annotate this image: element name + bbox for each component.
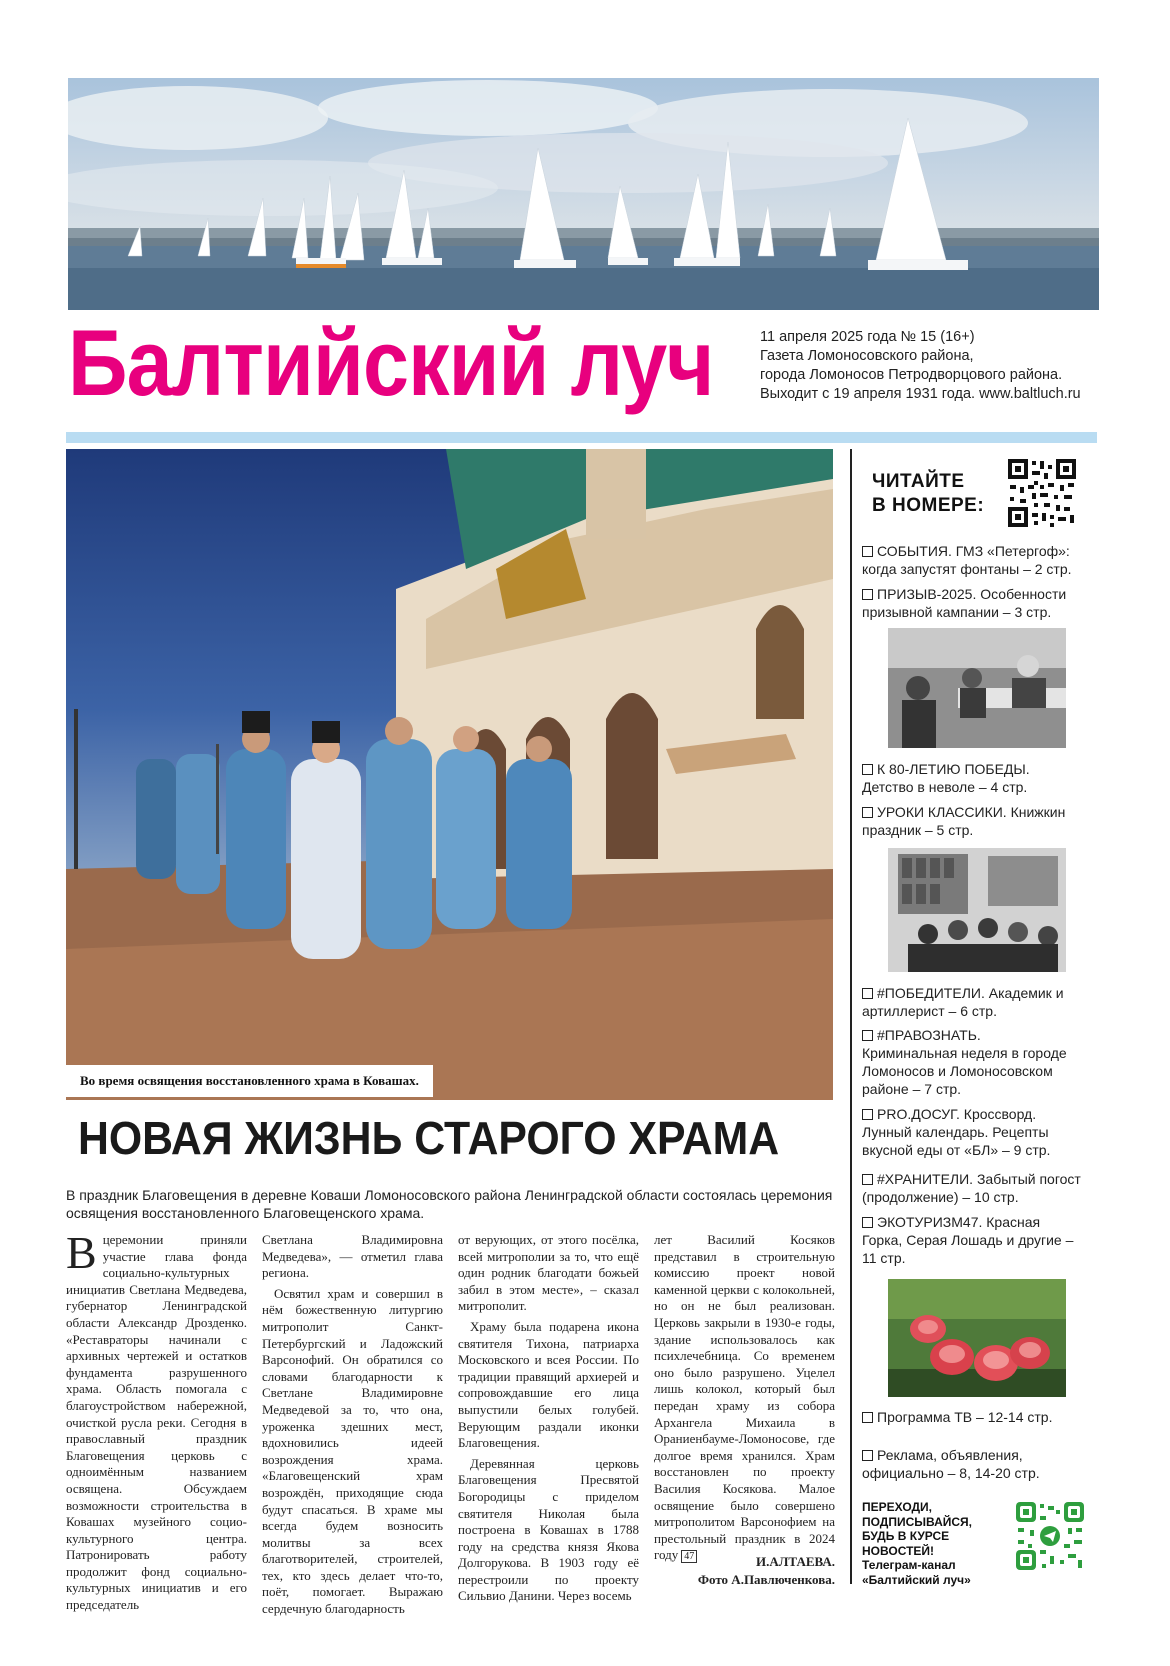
- toc-item[interactable]: Программа ТВ – 12-14 стр.: [862, 1408, 1102, 1426]
- masthead-title: Балтийский луч: [68, 310, 714, 415]
- checkbox-icon: [862, 764, 873, 775]
- photo-caption: Во время освящения восстановленного храма в Ковашах.: [66, 1065, 433, 1097]
- qr-code-icon[interactable]: [1006, 457, 1078, 529]
- masthead-divider: [66, 432, 1097, 443]
- thumbnail-conscription-photo: [888, 628, 1066, 748]
- thumbnail-library-photo: [888, 848, 1066, 972]
- article-paragraph: лет Василий Косяков представил в строительную комиссию проект новой каменной церкви с колокольней, но он не был реализован. Церковь закрыли в 1930-е годы, здание использовалось как психлечебница. Со временем оно было разрушено. Уцелел лишь колокол, который был передан храму из собора Архангела Михаила в Ораниенбауме-Ломоносове, где долгое время хранился. Храм восстановлен по проекту Василия Косякова. Малое освящение было совершено митрополитом Варсонофием на престольный праздник в 2024 году 47: [654, 1232, 835, 1563]
- article-column-1: [66, 1227, 247, 1618]
- article-column-2: [262, 1232, 443, 1622]
- sidebar-divider: [850, 449, 852, 1584]
- toc-item[interactable]: #ПОБЕДИТЕЛИ. Академик и артиллерист – 6 стр.: [862, 985, 1064, 1019]
- toc-item[interactable]: ЭКОТУРИЗМ47. Красная Горка, Серая Лошадь и другие – 11 стр.: [862, 1214, 1074, 1266]
- checkbox-icon: [862, 807, 873, 818]
- article-column-4: [654, 1232, 835, 1568]
- checkbox-icon: [862, 1109, 873, 1120]
- toc-item[interactable]: К 80-ЛЕТИЮ ПОБЕДЫ. Детство в неволе – 4 стр.: [862, 761, 1030, 795]
- author-name: И.АЛТАЕВА.: [755, 1554, 835, 1569]
- masthead-description: города Ломоносов Петродворцового района.: [760, 367, 1063, 383]
- masthead-since-website: Выходит с 19 апреля 1931 года. www.baltluch.ru: [760, 386, 1081, 402]
- article-headline: НОВАЯ ЖИЗНЬ СТАРОГО ХРАМА: [78, 1112, 780, 1164]
- checkbox-icon: [862, 1412, 873, 1423]
- telegram-subscribe-promo: ПЕРЕХОДИ, ПОДПИСЫВАЙСЯ, БУДЬ В КУРСЕ НОВОСТЕЙ! Телеграм-канал «Балтийский луч»: [862, 1500, 972, 1587]
- toc-item[interactable]: УРОКИ КЛАССИКИ. Книжкин праздник – 5 стр.: [862, 804, 1066, 838]
- article-paragraph: Деревянная церковь Благовещения Пресвятой Богородицы с приделом святителя Николая была построена в Ковашах в 1788 году на средства князя Якова Долгорукова. В 1903 году её перестроили по проекту Сильвио Данини. Через восемь: [458, 1455, 639, 1604]
- main-photo-church-procession: [66, 449, 833, 1100]
- checkbox-icon: [862, 1174, 873, 1185]
- toc-item[interactable]: СОБЫТИЯ. ГМЗ «Петергоф»: когда запустят фонтаны – 2 стр.: [862, 543, 1072, 577]
- masthead-description: Газета Ломоносовского района,: [760, 348, 974, 364]
- article-lead: В праздник Благовещения в деревне Коваши Ломоносовского района Ленинградской области состоялась церемония освящения восстановленного Благовещенского храма.: [66, 1187, 833, 1221]
- toc-item[interactable]: Реклама, объявления, официально – 8, 14-20 стр.: [862, 1447, 1040, 1481]
- masthead-info: [760, 328, 1100, 404]
- thumbnail-mushrooms-photo: [888, 1279, 1066, 1397]
- banner-photo-regatta: [68, 78, 1099, 310]
- checkbox-icon: [862, 988, 873, 999]
- article-paragraph: Вцеремонии приняли участие глава фонда социально-культурных инициатив Светлана Медведева, губернатор Ленинградской области Александр Дрозденко. «Реставраторы начинали с архивных чертежей и остатков фундамента разрушенного храма. Область помогала с благоустройством набережной, очисткой русла реки. Сегодня в православный праздник Благовещения церковь с одноимённым названием освящена. Обсуждаем возможности строительства в Ковашах музейного социо-культурного центра. Патронировать работу продолжит фонд социально-культурных инициатив и его председатель: [66, 1227, 247, 1613]
- checkbox-icon: [862, 1030, 873, 1041]
- article-byline: [640, 1553, 835, 1589]
- article-paragraph: Освятил храм и совершил в нём божественную литургию митрополит Санкт-Петербургский и Ладожский Варсонофий. Он обратился со словами благодарности к Светлане Владимировне Медведевой за то, что она, уроженка здешних мест, вдохновились идеей возрождения храма. «Благовещенский храм возрождён, приходящие сюда будут спасаться. В храме мы всегда будем возносить молитвы за всех благотворителей, строителей, тех, кто здесь делает что-то, поёт, помогает. Выражаю сердечную благодарность: [262, 1285, 443, 1617]
- checkbox-icon: [862, 1450, 873, 1461]
- contents-heading: ЧИТАЙТЕ В НОМЕРЕ:: [872, 471, 985, 516]
- article-paragraph: Храму была подарена икона святителя Тихона, патриарха Московского и всея России. По традиции правящий архиерей и сопровождавшие его лица выпустили белых голубей. Верующим раздали иконки Благовещения.: [458, 1318, 639, 1451]
- toc-item[interactable]: PRO.ДОСУГ. Кроссворд. Лунный календарь. Рецепты вкусной еды от «БЛ» – 9 стр.: [862, 1106, 1051, 1158]
- drop-cap: В: [66, 1227, 97, 1278]
- photo-credit: Фото А.Павлюченкова.: [697, 1572, 835, 1587]
- toc-item[interactable]: #ХРАНИТЕЛИ. Забытый погост (продолжение) – 10 стр.: [862, 1171, 1081, 1205]
- continued-page-ref: 47: [681, 1550, 697, 1563]
- toc-item[interactable]: #ПРАВОЗНАТЬ. Криминальная неделя в городе Ломоносов и Ломоносовском районе – 7 стр.: [862, 1027, 1067, 1097]
- article-column-3: [458, 1232, 639, 1609]
- checkbox-icon: [862, 546, 873, 557]
- article-paragraph: Светлана Владимировна Медведева», — отметил глава региона.: [262, 1232, 443, 1281]
- toc-item[interactable]: ПРИЗЫВ-2025. Особенности призывной кампании – 3 стр.: [862, 586, 1067, 620]
- checkbox-icon: [862, 589, 873, 600]
- telegram-qr-code-icon[interactable]: [1014, 1500, 1086, 1572]
- article-paragraph: от верующих, от этого посёлка, всей митрополии за то, что ещё один родник благодати божьей забил в этом месте», – сказал митрополит.: [458, 1232, 639, 1314]
- checkbox-icon: [862, 1217, 873, 1228]
- issue-date-number: 11 апреля 2025 года № 15 (16+): [760, 329, 975, 345]
